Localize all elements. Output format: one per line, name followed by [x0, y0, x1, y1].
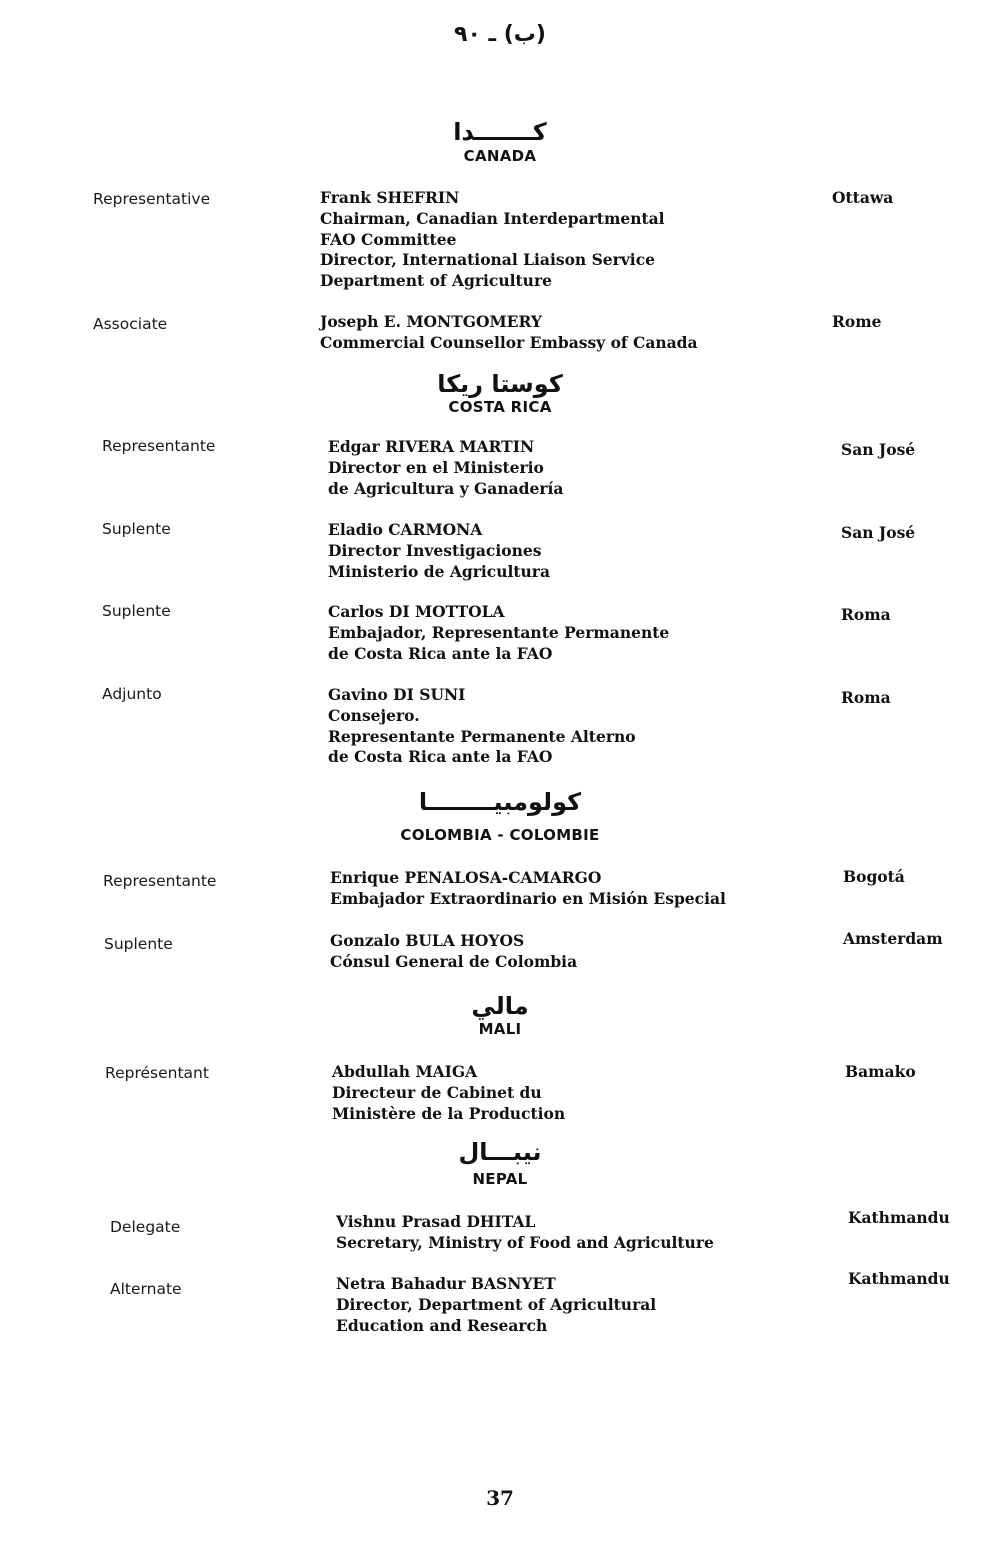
delegate-title-line: Director, International Liaison Service [320, 250, 655, 270]
delegate-role: Representante [102, 437, 216, 455]
delegate-title-line: Representante Permanente Alterno [328, 726, 636, 746]
delegate-details [328, 437, 563, 499]
delegate-details [336, 1274, 656, 1336]
delegate-name: Carlos DI MOTTOLA [328, 602, 505, 621]
delegate-city: Bamako [845, 1062, 916, 1081]
delegate-title-line: Secretary, Ministry of Food and Agriculture [336, 1232, 714, 1252]
delegate-title-line: de Costa Rica ante la FAO [328, 747, 553, 767]
delegate-name: Enrique PENALOSA-CAMARGO [330, 868, 602, 887]
country-heading: NEPAL [472, 1170, 528, 1188]
delegate-details [320, 188, 665, 292]
delegate-title-line: de Agricultura y Ganadería [328, 478, 564, 498]
delegate-role: Delegate [110, 1218, 181, 1236]
delegate-name: Gavino DI SUNI [328, 685, 466, 704]
delegate-role: Suplente [102, 602, 171, 620]
delegate-role: Représentant [105, 1064, 209, 1082]
country-arabic-name: كوستا ريكا [437, 370, 563, 398]
delegate-city: Amsterdam [843, 929, 943, 948]
delegate-title-line: Ministère de la Production [332, 1103, 566, 1123]
delegate-city: Roma [841, 688, 891, 707]
delegate-role: Adjunto [102, 685, 162, 703]
country-heading: COLOMBIA - COLOMBIE [400, 826, 600, 844]
delegate-title-line: Education and Research [336, 1315, 548, 1335]
delegate-title-line: Consejero. [328, 705, 420, 725]
delegate-details [336, 1212, 714, 1254]
delegate-city: Ottawa [832, 188, 894, 207]
delegate-city: Kathmandu [848, 1269, 950, 1288]
delegate-title-line: Embajador Extraordinario en Misión Especial [330, 888, 726, 908]
delegate-details [332, 1062, 565, 1124]
delegate-city: Kathmandu [848, 1208, 950, 1227]
country-heading: COSTA RICA [448, 398, 552, 416]
delegate-details [330, 868, 726, 910]
page-number: 37 [486, 1486, 514, 1510]
delegate-details [320, 312, 698, 354]
delegate-name: Eladio CARMONA [328, 520, 483, 539]
delegate-city: San José [841, 440, 916, 459]
delegate-city: Bogotá [843, 867, 905, 886]
delegate-title-line: Cónsul General de Colombia [330, 951, 578, 971]
delegate-details [328, 520, 550, 582]
delegate-name: Edgar RIVERA MARTIN [328, 437, 535, 456]
country-heading: MALI [478, 1020, 522, 1038]
delegate-role: Associate [93, 315, 168, 333]
delegate-title-line: Director Investigaciones [328, 540, 542, 560]
delegate-title-line: Chairman, Canadian Interdepartmental [320, 208, 665, 228]
country-arabic-name: مالي [471, 992, 529, 1020]
delegate-name: Frank SHEFRIN [320, 188, 460, 207]
country-arabic-name: نيبـــال [458, 1138, 542, 1166]
delegate-role: Representative [93, 190, 211, 208]
delegate-details [330, 931, 577, 973]
delegate-title-line: Ministerio de Agricultura [328, 561, 550, 581]
country-arabic-name: كـــــــدا [453, 118, 547, 146]
delegate-details [328, 602, 669, 664]
page-header-code: (ب) ـ ٩٠ [454, 22, 546, 47]
delegate-title-line: Director en el Ministerio [328, 457, 544, 477]
country-heading: CANADA [463, 147, 537, 165]
delegate-role: Suplente [102, 520, 171, 538]
delegate-details [328, 685, 636, 768]
delegate-title-line: Embajador, Representante Permanente [328, 622, 670, 642]
delegate-name: Abdullah MAIGA [332, 1062, 478, 1081]
delegate-name: Netra Bahadur BASNYET [336, 1274, 556, 1293]
delegate-city: Rome [832, 312, 882, 331]
delegate-title-line: Directeur de Cabinet du [332, 1082, 542, 1102]
delegate-city: San José [841, 523, 916, 542]
delegate-name: Gonzalo BULA HOYOS [330, 931, 525, 950]
delegate-title-line: Department of Agriculture [320, 271, 552, 291]
country-arabic-name: كولومبيــــــــا [418, 788, 582, 816]
delegate-name: Joseph E. MONTGOMERY [320, 312, 542, 331]
delegate-name: Vishnu Prasad DHITAL [336, 1212, 536, 1231]
delegate-title-line: de Costa Rica ante la FAO [328, 643, 553, 663]
delegate-title-line: Commercial Counsellor Embassy of Canada [320, 332, 698, 352]
delegate-role: Alternate [110, 1280, 182, 1298]
delegate-city: Roma [841, 605, 891, 624]
delegate-title-line: FAO Committee [320, 229, 457, 249]
delegate-role: Representante [103, 872, 217, 890]
delegate-title-line: Director, Department of Agricultural [336, 1294, 657, 1314]
delegate-role: Suplente [104, 935, 173, 953]
